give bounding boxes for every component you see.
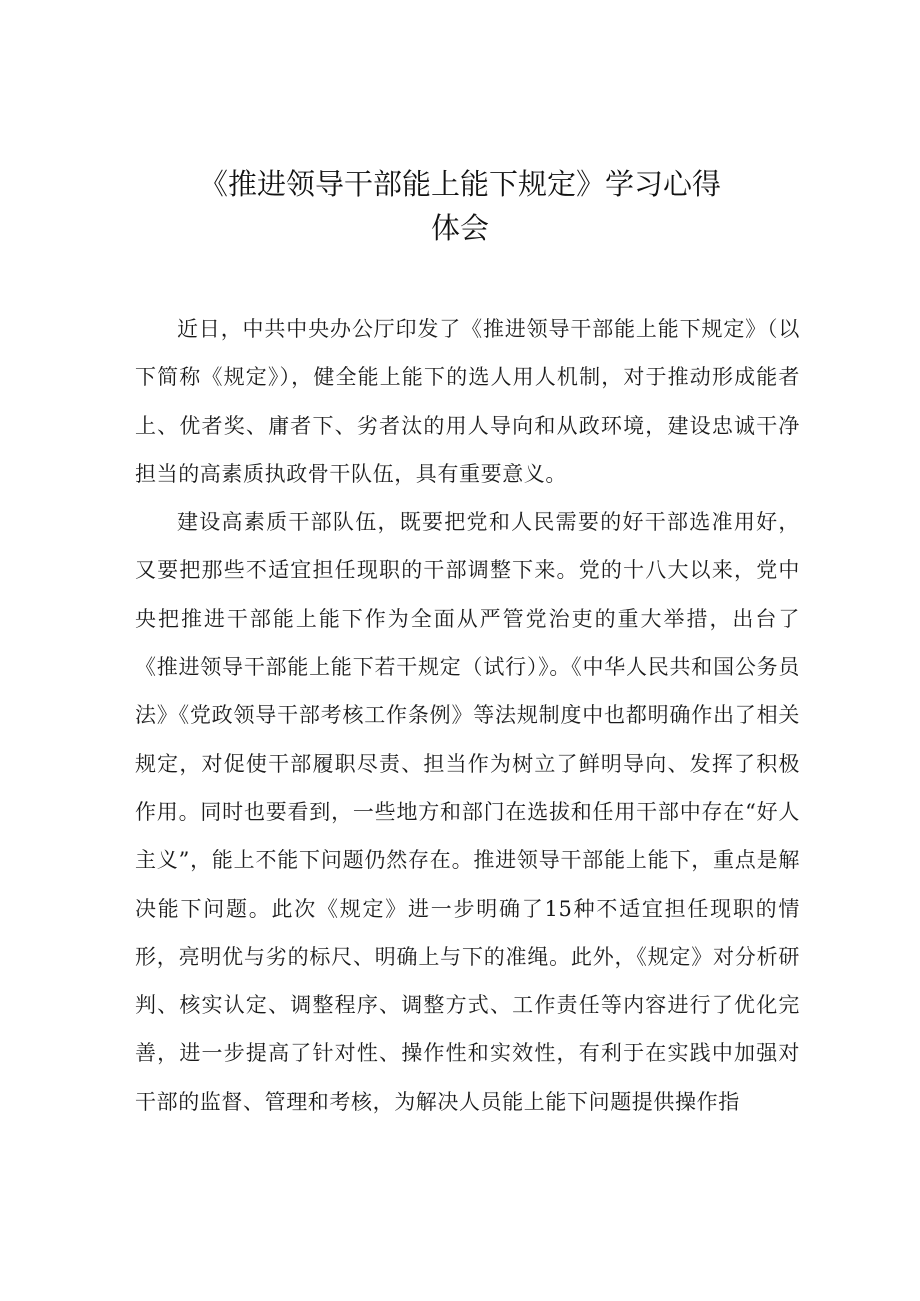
title-line-1: 《推进领导干部能上能下规定》学习心得	[198, 167, 721, 201]
title-line-2: 体会	[430, 211, 489, 245]
paragraph-1: 近日，中共中央办公厅印发了《推进领导干部能上能下规定》（以下简称《规定》），健全能上能下的选人用人机制，对于推动形成能者上、优者奖、庸者下、劣者汰的用人导向和从政环境，建设忠诚干净担当的高素质执政骨干队伍，具有重要意义。	[135, 317, 800, 486]
document-title	[0, 162, 920, 250]
paragraph-2: 建设高素质干部队伍，既要把党和人民需要的好干部选准用好，又要把那些不适宜担任现职的干部调整下来。党的十八大以来，党中央把推进干部能上能下作为全面从严管党治吏的重大举措，出台了《推进领导干部能上能下若干规定（试行）》。《中华人民共和国公务员法》《党政领导干部考核工作条例》等法规制度中也都明确作出了相关规定，对促使干部履职尽责、担当作为树立了鲜明导向、发挥了积极作用。同时也要看到，一些地方和部门在选拔和任用干部中存在“好人主义”，能上不能下问题仍然存在。推进领导干部能上能下，重点是解决能下问题。此次《规定》进一步明确了15种不适宜担任现职的情形，亮明优与劣的标尺、明确上与下的准绳。此外，《规定》对分析研判、核实认定、调整程序、调整方式、工作责任等内容进行了优化完善，进一步提高了针对性、操作性和实效性，有利于在实践中加强对干部的监督、管理和考核，为解决人员能上能下问题提供操作指	[135, 510, 800, 1114]
document-body	[135, 305, 800, 1126]
